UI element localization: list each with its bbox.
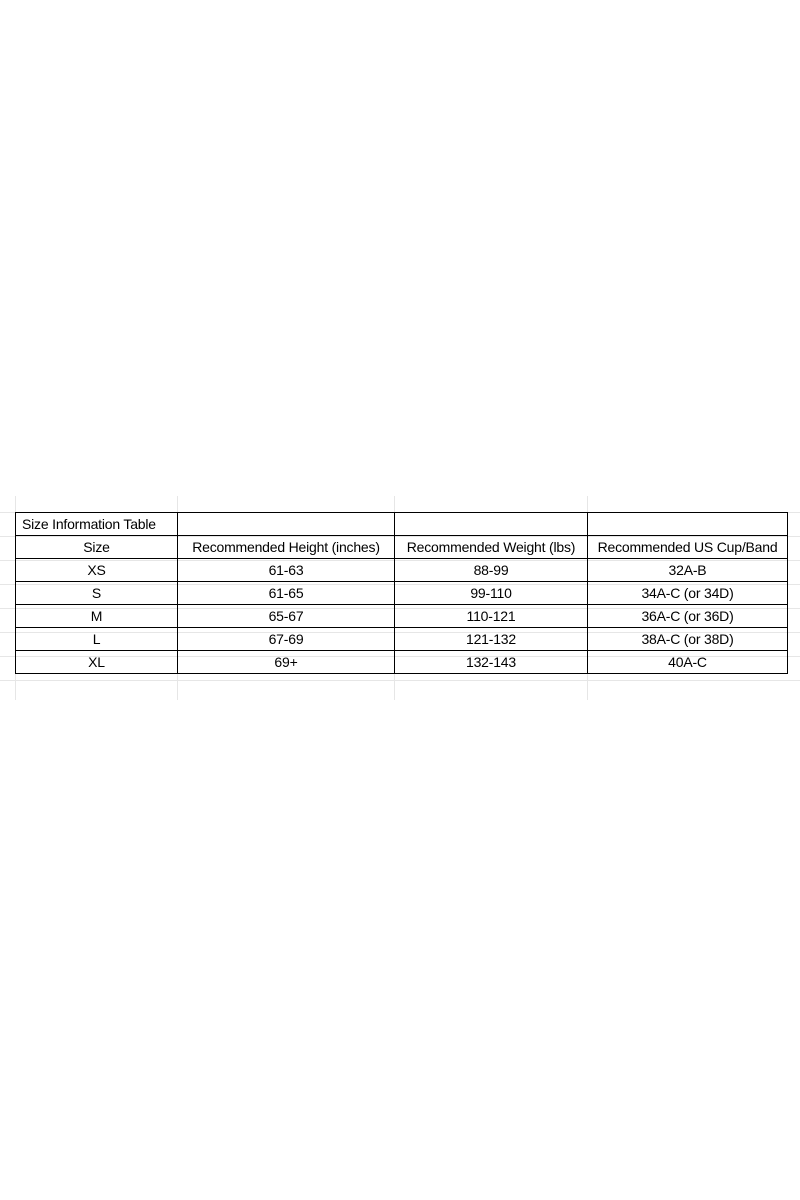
cup-band-cell[interactable]: 34A-C (or 34D) bbox=[588, 582, 788, 605]
cup-band-cell[interactable]: 40A-C bbox=[588, 651, 788, 674]
empty-cell[interactable] bbox=[178, 513, 395, 536]
height-cell[interactable]: 65-67 bbox=[178, 605, 395, 628]
header-cup-band[interactable]: Recommended US Cup/Band bbox=[588, 536, 788, 559]
table-title-row bbox=[16, 513, 788, 536]
size-cell[interactable]: S bbox=[16, 582, 178, 605]
table-row bbox=[16, 651, 788, 674]
cup-band-cell[interactable]: 36A-C (or 36D) bbox=[588, 605, 788, 628]
weight-cell[interactable]: 121-132 bbox=[395, 628, 588, 651]
table-row bbox=[16, 605, 788, 628]
height-cell[interactable]: 61-63 bbox=[178, 559, 395, 582]
height-cell[interactable]: 69+ bbox=[178, 651, 395, 674]
cup-band-cell[interactable]: 32A-B bbox=[588, 559, 788, 582]
weight-cell[interactable]: 132-143 bbox=[395, 651, 588, 674]
weight-cell[interactable]: 110-121 bbox=[395, 605, 588, 628]
size-cell[interactable]: M bbox=[16, 605, 178, 628]
size-cell[interactable]: L bbox=[16, 628, 178, 651]
empty-cell[interactable] bbox=[395, 513, 588, 536]
table-row bbox=[16, 582, 788, 605]
header-weight[interactable]: Recommended Weight (lbs) bbox=[395, 536, 588, 559]
empty-cell[interactable] bbox=[588, 513, 788, 536]
table-row bbox=[16, 559, 788, 582]
height-cell[interactable]: 67-69 bbox=[178, 628, 395, 651]
size-cell[interactable]: XS bbox=[16, 559, 178, 582]
table-title[interactable]: Size Information Table bbox=[16, 513, 178, 536]
table-header-row bbox=[16, 536, 788, 559]
weight-cell[interactable]: 88-99 bbox=[395, 559, 588, 582]
weight-cell[interactable]: 99-110 bbox=[395, 582, 588, 605]
cup-band-cell[interactable]: 38A-C (or 38D) bbox=[588, 628, 788, 651]
height-cell[interactable]: 61-65 bbox=[178, 582, 395, 605]
table-row bbox=[16, 628, 788, 651]
header-height[interactable]: Recommended Height (inches) bbox=[178, 536, 395, 559]
header-size[interactable]: Size bbox=[16, 536, 178, 559]
size-cell[interactable]: XL bbox=[16, 651, 178, 674]
size-information-table bbox=[15, 512, 788, 674]
